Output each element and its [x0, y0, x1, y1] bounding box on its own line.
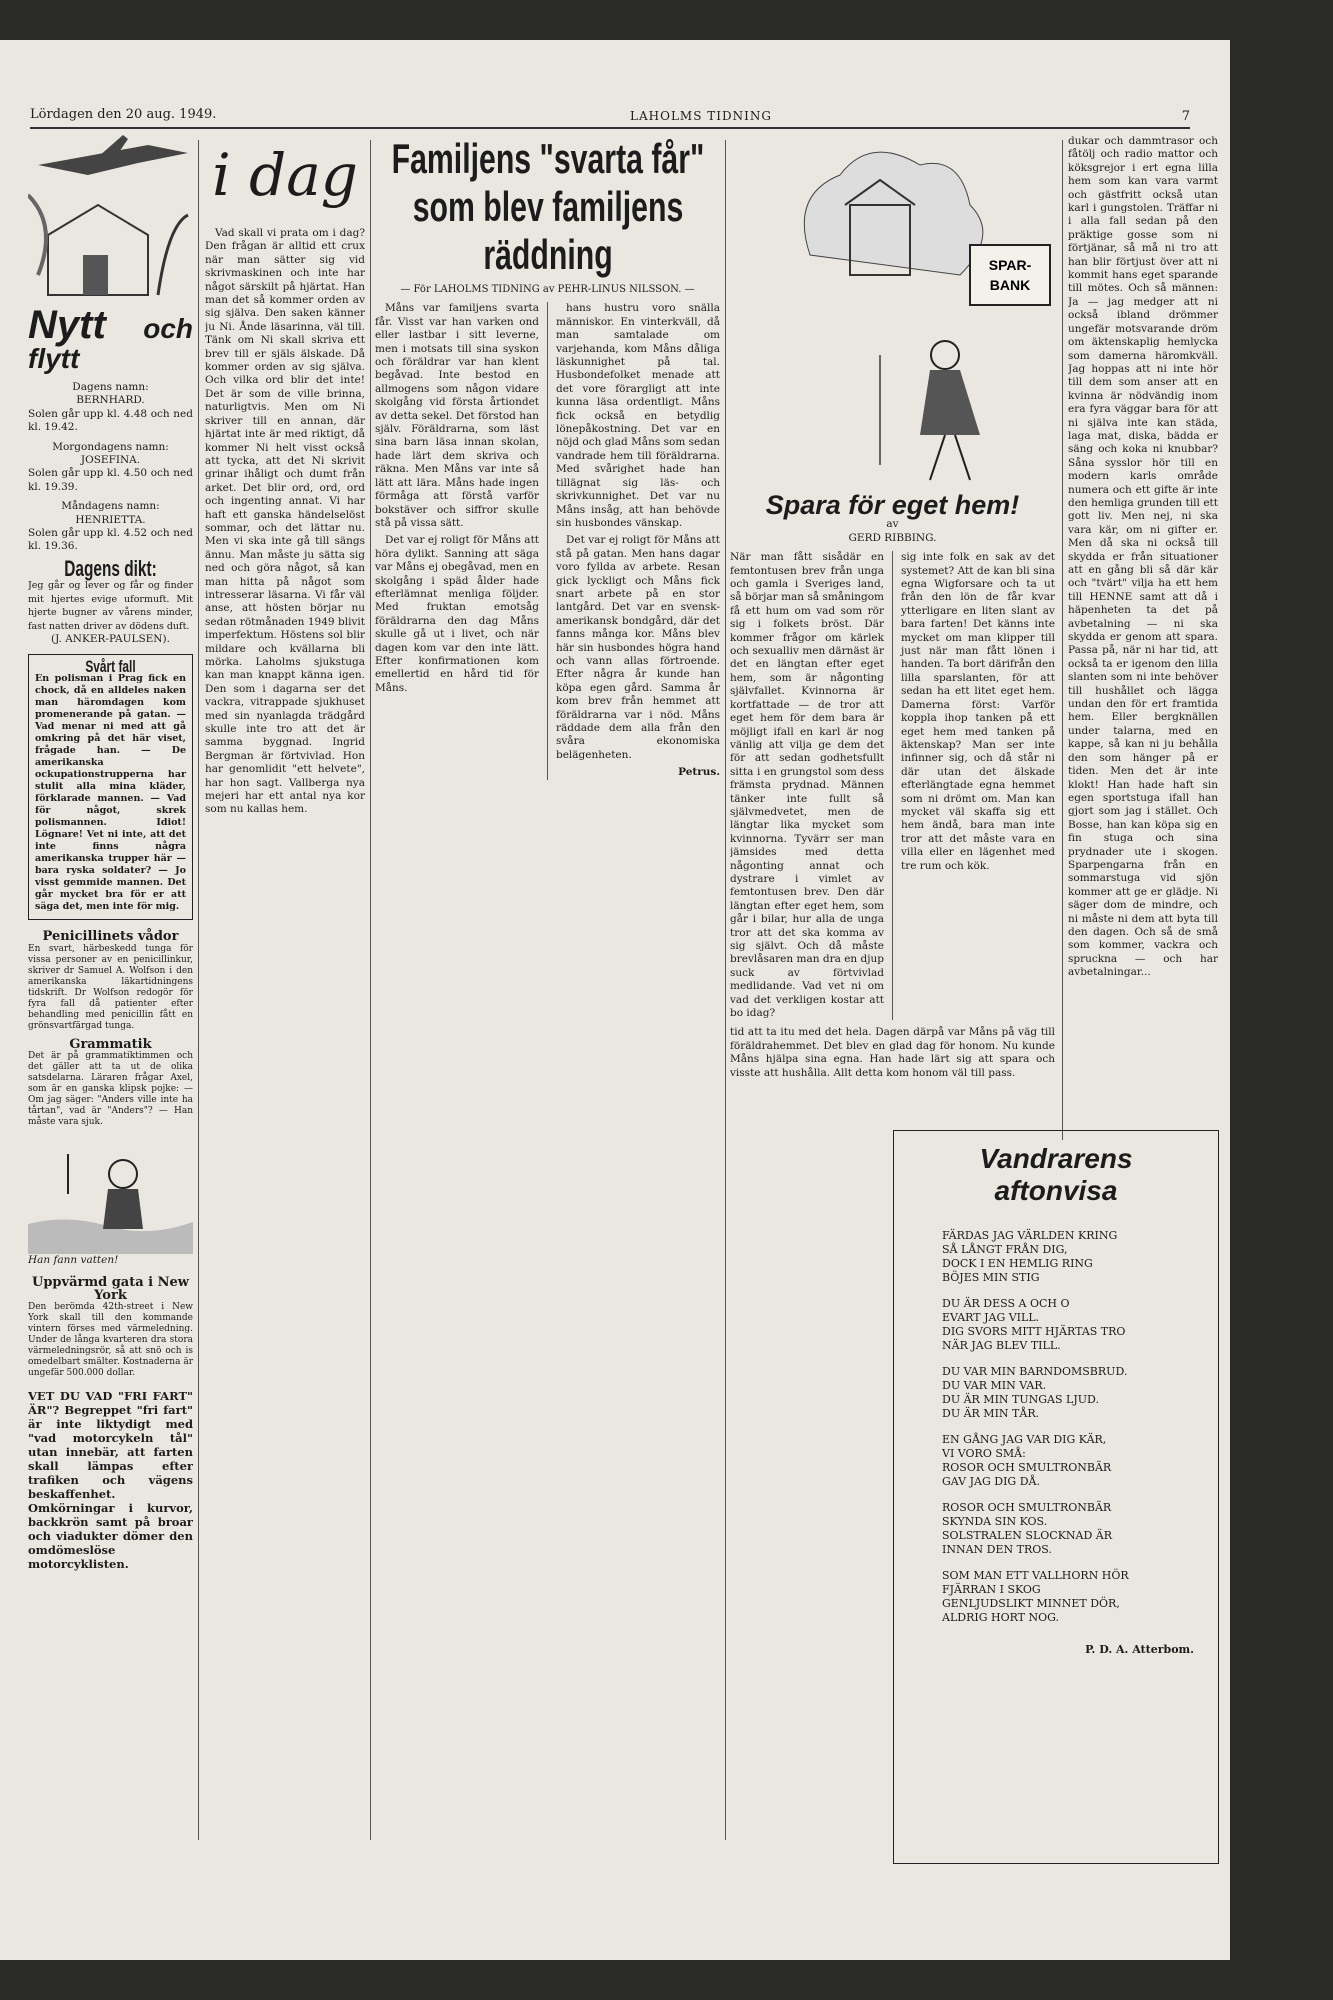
morgon-namn-label: Morgondagens namn: [52, 440, 169, 453]
poem-stanza-gap [942, 1353, 1212, 1365]
poem-stanza-gap [942, 1489, 1212, 1501]
poem-line: ROSOR OCH SMULTRONBÄR [942, 1461, 1112, 1474]
poem-line: ALDRIG HORT NOG. [942, 1611, 1060, 1624]
dagens-dikt-text: Jeg går og lever og får og finder mit hjertes evige uformuft. Mit hjerte bugner av vårens minder, fast natten driver av dödens duft. [28, 580, 193, 632]
poem-line: EVART JAG VILL. [942, 1311, 1040, 1324]
poem-stanza-gap [942, 1557, 1212, 1569]
spara-text-bottom: tid att ta itu med det hela. Dagen därpå var Måns på väg till föräldrahemmet. Det blev en glad dag för honom. Nu kunde Måns hjälpa sina egna. Han hade lärt sig att spara och visste att hushålla. Allt detta kom honom väl till pass. [730, 1026, 1055, 1079]
svarta-far-author: Petrus. [678, 766, 720, 779]
dagens-namn-label: Dagens namn: [72, 381, 149, 393]
poem-line: EN GÅNG JAG VAR DIG KÄR, [942, 1433, 1107, 1446]
poem-line: SKYNDA SIN KOS. [942, 1515, 1048, 1528]
svarta-far-text-b: Det var ej roligt för Måns att höra dylikt. Sanning att säga var Måns ej obegåvad, men en skolgång i späd ålder hade efterlämnat menliga följder. Med fruktan emotsåg föräldrarna den dag Måns skulle gå ut i livet, och när dagen kom var den inte lätt. Efter konfirmationen kom emellertid en hård tid för Måns. [375, 534, 540, 694]
uppvarmd-title: Uppvärmd gata i New York [32, 1274, 189, 1303]
poem-author: P. D. A. Atterbom. [1085, 1643, 1194, 1656]
penicillin-text: En svart, härbeskedd tunga för vissa personer av en penicillinkur, skriver dr Samuel A. Wolfson i den amerikanska läkartidningens tidskrift. Dr Wolfson redogör för fyra fall då patienter efter behandling med penicillin fått en grönsvartfärgad tunga. [28, 943, 193, 1031]
svarta-far-text-c: hans hustru voro snälla människor. En vinterkväll, då man samtalade om varjehanda, kom Måns dåliga läskunnighet på tal. Husbondefolket menade att det vore förargligt att inte kunna läsa ordentligt. Måns fick också en betydlig lönepåkostning. Det var en nöjd och glad Måns som sedan vandrade hem till föräldrarna. Med svårighet hade han tillägnat sig läs- och skrivkunnighet. Det var nu Måns insåg, att han behövde sin husbondes vänskap. [555, 302, 720, 529]
column-rule [725, 140, 726, 1840]
sparbank-sign: SPAR- [988, 257, 1032, 273]
spara-text-left: När man fått sisådär en femtontusen brev från unga och gamla i Sveriges land, så börjar man så småningom få ett hum om vad som rör sig i folkets bröst. Där kommer frågor om kärlek och sexualliv men därnäst är det en längtan efter eget hem, som är någonting självfallet. Kvinnorna är kortfattade — de tror att eget hem för dem bara är möjligt ifall en karl är nog vänlig att vilja ge dem det för att sedan godhetsfullt sitta i en grungstol som dess främsta prydnad. Männen tänker inte fullt så självmedvetet, men de längtar lika mycket som kvinnorna. Tyvärr ser man jämsides med detta någonting annat och dystrare i vimlet av femtontusen brev. Den där längtan efter eget hem, som går i bilar, hur alla de unga tror att det ska komma av sig självt. Och då måste brevlåsaren man dra en djup suck av förtvivlad medlidande. Vad vet ni om vad det verkligen kostar att bo idag? [730, 551, 885, 1020]
cartoon [28, 1134, 193, 1254]
sun-times-1: Solen går upp kl. 4.48 och ned kl. 19.42. [28, 407, 193, 434]
svarta-far-headline: Familjens "svarta får" som blev familjens räddning [391, 135, 705, 278]
poem-line: SOM MAN ETT VALLHORN HÖR [942, 1569, 1129, 1582]
svarta-far-text-a: Måns var familjens svarta får. Visst var han varken ond eller lastbar i sitt leverne, men i motsats till sina syskon och föräldrar var han klent begåvad. Inte bestod en allmogens som någon vidare skolgång vid första årtiondet av detta sekel. Det förstod han själv. Föräldrarna, som läst sina barn läsa innan skolan, hade lärt dem skriva och räkna. Men Måns var inte så lätt att lära. Måns hade ingen förmåga att förstå varför bokstäver och siffror skulle stå på vissa sätt. [375, 302, 540, 529]
poem-line: NÄR JAG BLEV TILL. [942, 1339, 1061, 1352]
column-rule [1062, 140, 1063, 1140]
poem-line: DU VAR MIN BARNDOMSBRUD. [942, 1365, 1128, 1378]
spara-author: GERD RIBBING. [848, 531, 937, 544]
spara-illustration [730, 135, 1055, 495]
woman-dreaming-illustration [730, 135, 1055, 495]
column-rule [198, 140, 199, 1840]
svg-text:BANK: BANK [989, 277, 1031, 293]
poem-line: FÄRDAS JAG VÄRLDEN KRING [942, 1229, 1118, 1242]
sun-times-3: Solen går upp kl. 4.52 och ned kl. 19.36. [28, 527, 193, 553]
svarta-far-byline: — För LAHOLMS TIDNING av PEHR-LINUS NILSSON. — [400, 284, 695, 295]
poem-line: DU ÄR MIN TÅR. [942, 1407, 1040, 1420]
dagens-namn: BERNHARD. [76, 394, 145, 407]
poem-line: SOLSTRALEN SLOCKNAD ÄR [942, 1529, 1113, 1542]
poem-line: DOCK I EN HEMLIG RING [942, 1257, 1093, 1270]
poem-title: Vandrarens aftonvisa [979, 1143, 1133, 1206]
poem-line: GAV JAG DIG DÅ. [942, 1475, 1040, 1488]
airplane-house-illustration [28, 135, 193, 305]
sun-times-2: Solen går upp kl. 4.50 och ned kl. 19.39. [28, 467, 193, 493]
svart-fall-box [28, 654, 193, 920]
poem-line: GENLJUDSLIKT MINNET DÖR, [942, 1597, 1120, 1610]
column-rule [370, 140, 371, 1840]
i-dag-text: Vad skall vi prata om i dag? Den frågan är alltid ett crux när man sätter sig vid skrivmaskinen och inte har något särskilt på hjärtat. Han man det så kommer orden av sig själva. Den saken känner ju Ni. Ånde läsarinna, väl till. Tänk om Ni skall skriva ett brev till er själs älskade. Då kommer orden av sig själva. Och vilka ord blir det inte! Det är som de ville brinna, naturligtvis. Men om Ni skriver till en annan, där hjärtat inte är med riktigt, då kommer Ni helt visst också att tycka, att det Ni skrivit grinar ihåligt och dumt från arket. Det blir ord, ord, ord och ingenting annat. Vi har haft ett ganska händelselöst sommar, och det lättar nu. Men vi ska inte gå till sängs ännu. Man måste ju sätta sig ned och göra något, så kan man hitta på något som intresserar läsarna. Vi får väl anse, att hösten börjar nu sedan rötmånaden 1949 blivit imperfektum. Höstens sol blir mildare och kvällarna bli mörka. Laholms sjukstuga kan man knappt känna igen. Den som i dagarna ser det vackra, vitrappade sjukhuset med sin nyanlagda trädgård skulle inte tro att det är samma byggnad. Ingrid Bergman är förtvivlad. Hon har genomlidit "ett helvete", har hon sagt. Vallberga nya mejeri har ett antal nya kor som nu kallas hem. [205, 227, 365, 816]
issue-date: Lördagen den 20 aug. 1949. [30, 107, 217, 122]
poem-line: SÅ LÅNGT FRÅN DIG, [942, 1243, 1068, 1256]
poem-line: DU ÄR DESS A OCH O [942, 1297, 1070, 1310]
column-i-dag [205, 135, 365, 1875]
morgon-namn: JOSEFINA. [80, 454, 141, 467]
man-in-water-cartoon [28, 1134, 193, 1254]
poem-line: DIG SVORS MITT HJÄRTAS TRO [942, 1325, 1126, 1338]
grammatik-title: Grammatik [69, 1036, 152, 1052]
poem-stanza-gap [942, 1421, 1212, 1433]
uppvarmd-text: Den berömda 42th-street i New York skall till den kommande vintern förses med värmeledning. Under de långa kvarteren dra stora värmeledningsrör, så att snö och is omedelbart smälter. Kostnaderna är ungefär 500.000 dollar. [28, 1302, 193, 1379]
column-nytt-och-flytt [28, 135, 193, 1855]
column-familjens-svarta-far [375, 135, 720, 1855]
spara-continued-text: dukar och dammtrasor och fåtölj och radio mattor och köksgrejor i ert egna lilla hem som kan vara varmt och gästfritt också utan karl i gungstolen. Träffar ni i alla fall sedan på den präktige gosse som ni förtjänar, så må ni tro att han blir förtjust över att ni kommit hans eget sparande till mötes. Och så männen: Ja — jag medger att ni också ibland drömmer ungefär motsvarande dröm om äktenskaplig hemlycka som damerna häromkväll. Jag hoppas att ni inte hör till dem som anser att en kvinna är nödvändig inom era fyra väggar bara för att ni själva inte kan städa, laga mat, diska, bädda er säng och koka ni knubbar? Såna sysslor hör till en modern karls område numera och ett gifte är inte den hemliga grunden till ett gott liv. Men nej, ni ska vara kär, om ni gifter er. Men då ska ni också till skydda er från situationer att en gång bli så där kär och "tvärt" vilja ha ett hem till HENNE samt att då i häpenheten ta det på avbetalning — ni ska skydda er genom att spara. Passa på, när ni har tid, att också ta er igenom den lilla slanten som ni inte behöver till hushållet och lägga undan den för ert framtida hem. Eller bergknällen under talarna, med en kappe, så kan ni ju behålla den som hänger på er tiden. Men det är inte klokt! Han hade haft sin egen sportstuga ifall han gjort som jag i stället. Och Bosse, han kan köpa sig en fin stuga och sina prydnader ute i skogen. Sparpengarna från en sommarstuga vid sjön kommer att ge er glädje. Ni säger dom de mindre, och ni måste ni dem att byta till den dagen. Och så de små som kommer, vackra och spruckna — och har avbetalningar... [1068, 135, 1218, 979]
dagens-dikt-title: Dagens dikt: [64, 555, 157, 581]
poem-line: VI VORO SMÅ: [942, 1447, 1026, 1460]
svarta-far-text-d: Det var ej roligt för Måns att stå på gatan. Men hans dagar voro fyllda av arbete. Resan gick lyckligt och Måns fick snart arbete på en stor lantgård. Det var en svensk-amerikansk bondgård, där det fanns många kor. Måns blev här sin husbondes högra hand och vann allas förtroende. Efter några år kunde han köpa egen gård. Samma år kom brev från hemmet att föräldrarna var i nöd. Måns räddade dem alla från den svåra ekonomiska belägenheten. [555, 534, 720, 761]
spara-headline: Spara för eget hem! [765, 490, 1020, 520]
column-rule [892, 551, 893, 1020]
cartoon-caption: Han fann vatten! [28, 1254, 119, 1267]
nytt-och-flytt-title: Nytt och flytt [28, 303, 193, 374]
poem-lines [942, 1229, 1212, 1625]
spara-byline-av: av [886, 518, 899, 531]
page-number: 7 [1181, 109, 1190, 124]
masthead [30, 105, 1190, 129]
dagens-dikt-author: (J. ANKER-PAULSEN). [51, 632, 170, 645]
mandag-namn: HENRIETTA. [75, 513, 146, 526]
newspaper-page [0, 40, 1230, 1960]
fri-fart-text: VET DU VAD "FRI FART" ÄR"? Begreppet "fri fart" är inte liktydigt med "vad motorcykeln tål" utan innebär, att farten skall lämpas efter trafiken och vägens beskaffenhet. Omkörningar i kurvor, backkrön samt på broar och viadukter dömer den omdömeslöse motorcyklisten. [28, 1389, 193, 1572]
vandrarens-aftonvisa-box [893, 1130, 1219, 1864]
column-spara-continued [1068, 135, 1218, 1115]
poem-line: INNAN DEN TROS. [942, 1543, 1052, 1556]
mandag-namn-label: Måndagens namn: [61, 500, 160, 513]
column-rule [547, 302, 548, 779]
paper-name: LAHOLMS TIDNING [630, 109, 772, 123]
poem-line: ROSOR OCH SMULTRONBÄR [942, 1501, 1112, 1514]
i-dag-title: i dag [212, 141, 358, 209]
grammatik-text: Det är på grammatiktimmen och det gäller att ta ut de olika satsdelarna. Läraren frågar Axel, som är en ganska klipsk pojke: — Om jag säger: "Anders ville inte ha tårtan", vad är "Anders"? — Han måste vara sjuk. [28, 1051, 193, 1128]
poem-line: FJÄRRAN I SKOG [942, 1583, 1041, 1596]
svart-fall-title: Svårt fall [85, 657, 136, 677]
nytt-illustration [28, 135, 193, 305]
poem-line: BÖJES MIN STIG [942, 1271, 1040, 1284]
penicillin-title: Penicillinets vådor [42, 929, 179, 945]
poem-line: DU ÄR MIN TUNGAS LJUD. [942, 1393, 1099, 1406]
spara-text-right: sig inte folk en sak av det systemet? Att de kan bli sina egna Wigforsare och ta ut från den lön de får kvar ytterligare en liten slant av bara farten! Det känns inte mycket om man klipper till just när man fått lönen i handen. Ta bort därifrån den lilla sparslanten, för att sedan ha ett litet eget hem. Damerna först: Varför koppla ihop tanken på ett eget hem med tanken på äktenskap? Man ser inte infinner sig, och då står ni där utan det älskade efterlängtade egna hemmet som ni drömt om. Man kan mycket väl skaffa sig ett hem ändå, bara man inte tror att det måste vara en villa eller en lägenhet med tre rum och kök. [900, 551, 1055, 872]
poem-stanza-gap [942, 1285, 1212, 1297]
poem-line: DU VAR MIN VAR. [942, 1379, 1047, 1392]
svart-fall-text: En polisman i Prag fick en chock, då en alldeles naken man häromdagen kom promenerande på gatan. — Vad menar ni med att gå omkring på det här viset, frågade han. — De amerikanska ockupationstrupperna har stulit alla mina kläder, förklarade mannen. — Vad för något, skrek polismannen. Idiot! Lögnare! Vet ni inte, att det inte finns några amerikanska trupper här — bara ryska soldater? — Jo visst gemmide mannen. Det går mycket bra för er att säga det, men inte för mig. [35, 673, 186, 913]
